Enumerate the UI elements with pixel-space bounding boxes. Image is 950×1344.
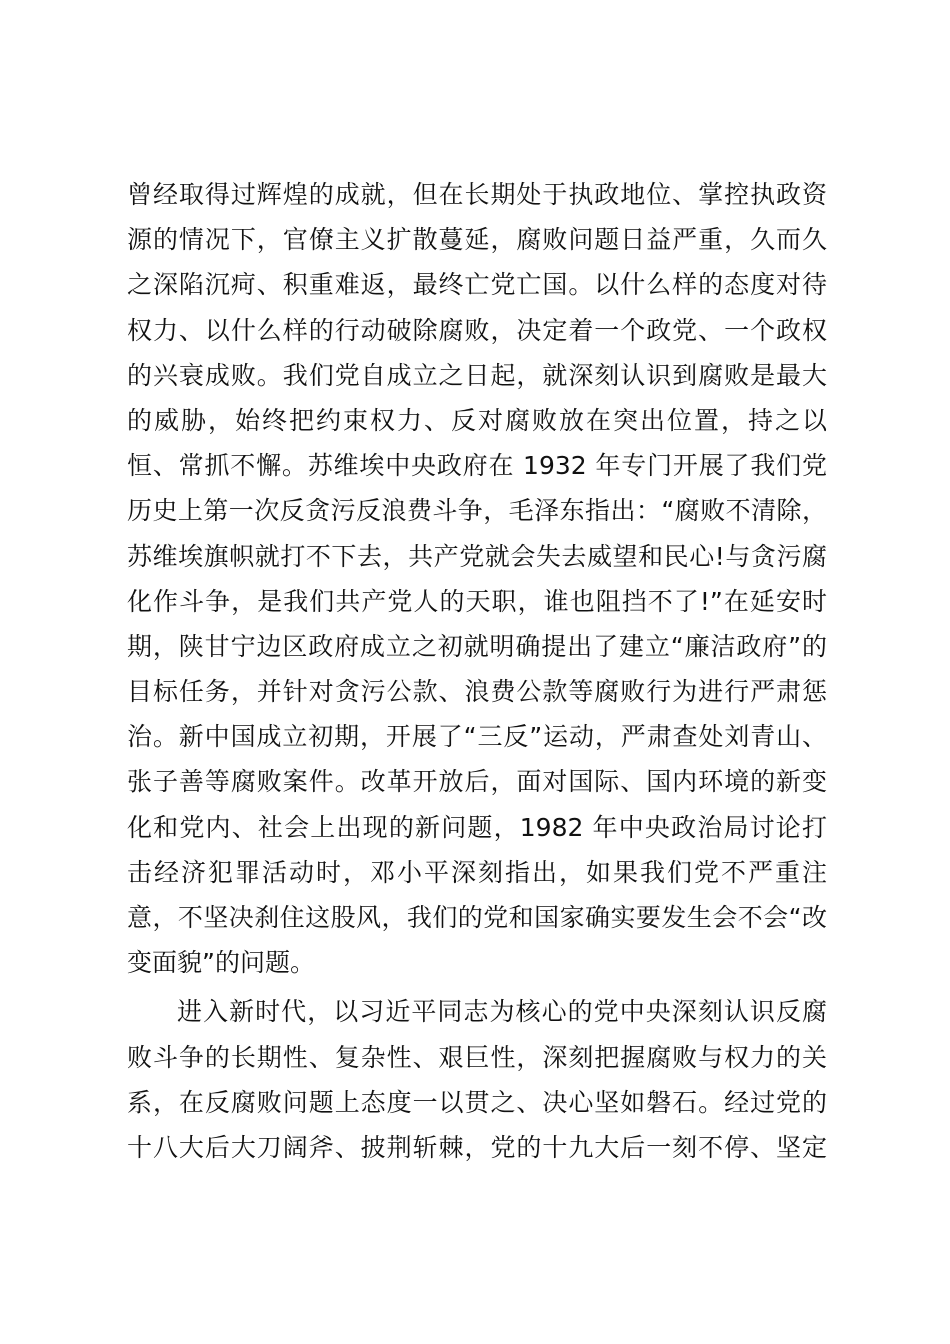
paragraph-history: [127, 172, 827, 985]
text-line: 系，在反腐败问题上态度一以贯之、决心坚如磐石。经过党的: [127, 1087, 827, 1117]
text-line: 张子善等腐败案件。改革开放后，面对国际、国内环境的新变: [127, 767, 827, 797]
text-line: 进入新时代，以习近平同志为核心的党中央深刻认识反腐: [177, 997, 827, 1027]
paragraph-new-era: [127, 989, 827, 1170]
text-line: 化和党内、社会上出现的新问题，1982 年中央政治局讨论打: [127, 812, 827, 842]
text-line: 化作斗争，是我们共产党人的天职，谁也阻挡不了!”在延安时: [127, 586, 827, 616]
text-line: 恒、常抓不懈。苏维埃中央政府在 1932 年专门开展了我们党: [127, 451, 827, 481]
text-line: 苏维埃旗帜就打不下去，共产党就会失去威望和民心!与贪污腐: [127, 541, 827, 571]
text-line: 治。新中国成立初期，开展了“三反”运动，严肃查处刘青山、: [127, 722, 827, 752]
text-line: 的兴衰成败。我们党自成立之日起，就深刻认识到腐败是最大: [127, 360, 827, 390]
text-line: 曾经取得过辉煌的成就，但在长期处于执政地位、掌控执政资: [127, 180, 827, 209]
text-line: 十八大后大刀阔斧、披荆斩棘，党的十九大后一刻不停、坚定: [127, 1132, 827, 1162]
text-line: 变面貌”的问题。: [127, 948, 315, 978]
text-line: 之深陷沉疴、积重难返，最终亡党亡国。以什么样的态度对待: [127, 270, 827, 300]
text-line: 期，陕甘宁边区政府成立之初就明确提出了建立“廉洁政府”的: [127, 631, 827, 661]
text-line: 击经济犯罪活动时，邓小平深刻指出，如果我们党不严重注: [127, 857, 827, 887]
text-line: 历史上第一次反贪污反浪费斗争，毛泽东指出：“腐败不清除，: [127, 496, 827, 526]
text-line: 意，不坚决刹住这股风，我们的党和国家确实要发生会不会“改: [127, 903, 827, 932]
body-text: [127, 172, 827, 1170]
text-line: 败斗争的长期性、复杂性、艰巨性，深刻把握腐败与权力的关: [127, 1042, 827, 1072]
text-line: 源的情况下，官僚主义扩散蔓延，腐败问题日益严重，久而久: [127, 225, 827, 255]
text-line: 权力、以什么样的行动破除腐败，决定着一个政党、一个政权: [127, 315, 827, 345]
text-line: 的威胁，始终把约束权力、反对腐败放在突出位置，持之以: [127, 405, 827, 435]
text-line: 目标任务，并针对贪污公款、浪费公款等腐败行为进行严肃惩: [127, 677, 827, 707]
